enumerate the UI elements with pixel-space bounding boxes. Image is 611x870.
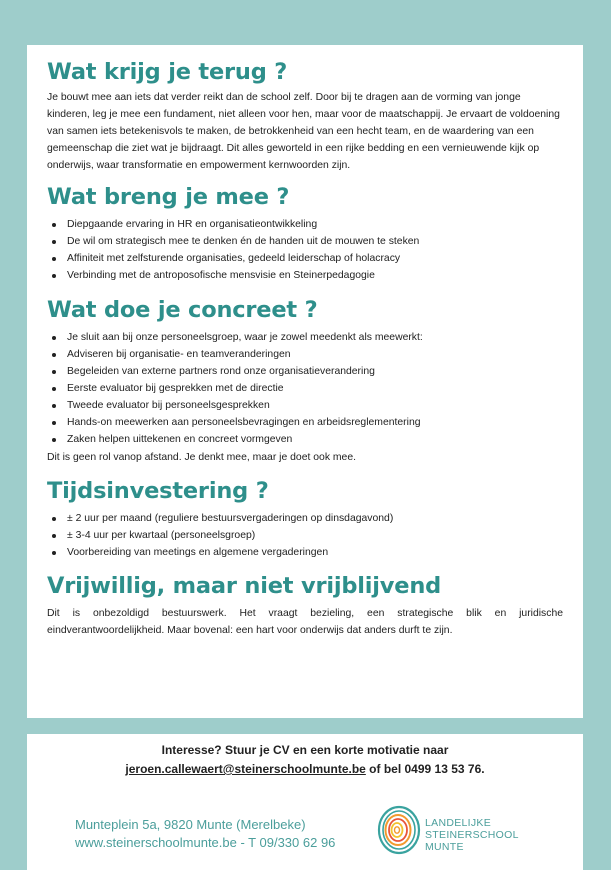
- section-title: Wat doe je concreet ?: [47, 297, 318, 323]
- tree-ring-logo-icon: [377, 804, 423, 856]
- list-item: Begeleiden van externe partners rond onze organisatieverandering: [47, 363, 563, 380]
- section-vrijwillig: [47, 571, 563, 639]
- list-item: Voorbereiding van meetings en algemene vergaderingen: [47, 544, 563, 561]
- logo-line-1: LANDELIJKE: [425, 817, 492, 829]
- bullet-list: [47, 510, 563, 561]
- list-item: Affiniteit met zelfsturende organisaties, gedeeld leiderschap of holacracy: [47, 250, 563, 267]
- logo-text: [425, 817, 519, 853]
- section-wat-krijg-je-terug: [47, 57, 563, 174]
- logo-line-3: MUNTE: [425, 841, 464, 853]
- logo-line-2: STEINERSCHOOL: [425, 829, 519, 841]
- list-item: Adviseren bij organisatie- en teamveranderingen: [47, 346, 563, 363]
- school-logo: [377, 804, 517, 864]
- bullet-list: [47, 329, 563, 448]
- address-text: Munteplein 5a, 9820 Munte (Merelbeke): [75, 817, 306, 832]
- list-item: Hands-on meewerken aan personeelsbevragingen en arbeidsreglementering: [47, 414, 563, 431]
- section-wat-doe-je-concreet: [47, 295, 563, 466]
- cta-text: Interesse? Stuur je CV en een korte motivatie naar: [161, 743, 449, 757]
- bullet-list: [47, 216, 563, 284]
- phone-text: of bel 0499 13 53 76.: [365, 762, 485, 776]
- list-item: ± 3-4 uur per kwartaal (personeelsgroep): [47, 527, 563, 544]
- list-item: Je sluit aan bij onze personeelsgroep, waar je zowel meedenkt als meewerkt:: [47, 329, 563, 346]
- list-item: Diepgaande ervaring in HR en organisatieontwikkeling: [47, 216, 563, 233]
- list-item: ± 2 uur per maand (reguliere bestuursvergaderingen op dinsdagavond): [47, 510, 563, 527]
- section-closing-text: Dit is geen rol vanop afstand. Je denkt mee, maar je doet ook mee.: [47, 452, 357, 463]
- section-title: Wat breng je mee ?: [47, 184, 290, 210]
- section-paragraph: Je bouwt mee aan iets dat verder reikt dan de school zelf. Door bij te dragen aan de vorming van jonge kinderen, leg je mee een fundament, niet alleen voor hen, maar voor de maatschappij. Je ervaart de voldoening van samen iets betekenisvols te maken, de betrokkenheid van een hecht team, en de waardering van een gemeenschap die ziet wat je bijdraagt. Dit alles geworteld in een rijke bedding en een vernieuwende kijk op onderwijs, waar transformatie en empowerment kernwoorden zijn.: [47, 92, 560, 171]
- section-title: Vrijwillig, maar niet vrijblijvend: [47, 573, 442, 599]
- list-item: Zaken helpen uittekenen en concreet vormgeven: [47, 431, 563, 448]
- section-title: Tijdsinvestering ?: [47, 478, 269, 504]
- email-link[interactable]: jeroen.callewaert@steinerschoolmunte.be: [125, 762, 366, 776]
- list-item: De wil om strategisch mee te denken én de handen uit de mouwen te steken: [47, 233, 563, 250]
- footer-address-block: [75, 816, 335, 852]
- website-phone-text: www.steinerschoolmunte.be - T 09/330 62 96: [75, 835, 336, 850]
- section-paragraph: Dit is onbezoldigd bestuurswerk. Het vraagt bezieling, een strategische blik en juridische eindverantwoordelijkheid. Maar bovenal: een hart voor onderwijs dat anders durft te zijn.: [47, 608, 563, 636]
- list-item: Verbinding met de antroposofische mensvisie en Steinerpedagogie: [47, 267, 563, 284]
- contact-panel: [27, 734, 583, 870]
- list-item: Eerste evaluator bij gesprekken met de directie: [47, 380, 563, 397]
- list-item: Tweede evaluator bij personeelsgesprekken: [47, 397, 563, 414]
- content-card: [27, 45, 583, 718]
- cta-contact-line: [27, 762, 583, 776]
- section-title: Wat krijg je terug ?: [47, 59, 288, 85]
- section-wat-breng-je-mee: [47, 182, 563, 284]
- section-tijdsinvestering: [47, 476, 563, 561]
